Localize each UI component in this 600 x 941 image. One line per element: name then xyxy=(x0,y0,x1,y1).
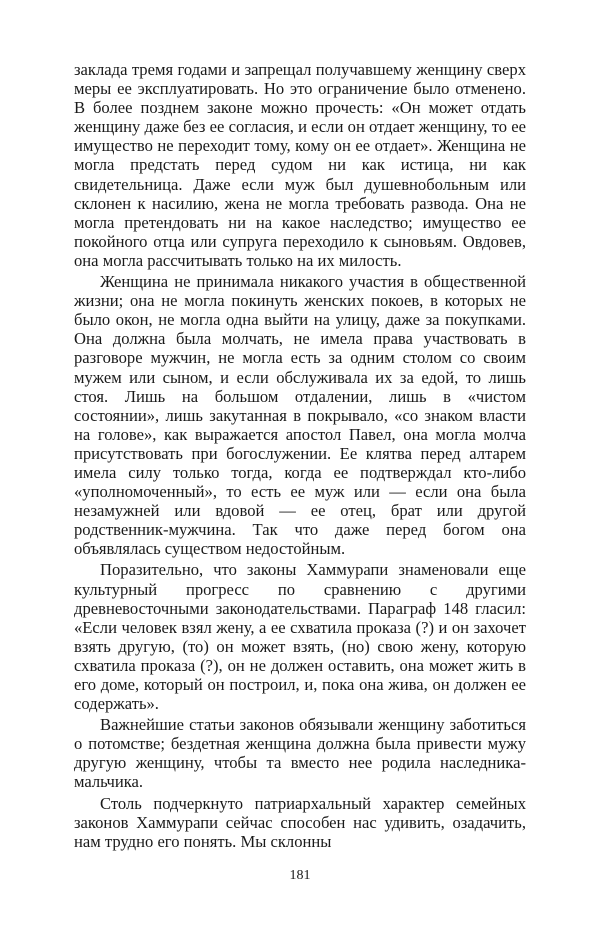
page-number: 181 xyxy=(289,868,311,883)
page-text xyxy=(74,60,526,851)
paragraph-3: Поразительно, что законы Хаммурапи знаменовали еще культурный прогресс по сравнению с другими древневосточными законодательствами. Параграф 148 гласил: «Если человек взял жену, а ее схватила проказа (?) и он захочет взять другую, (то) он может взять, (но) свою жену, которую схватила проказа (?), он не должен оставить, она может жить в его доме, который он построил, и, пока она жива, он должен ее содержать». xyxy=(74,560,526,714)
paragraph-4: Важнейшие статьи законов обязывали женщину заботиться о потомстве; бездетная женщина должна была привести мужу другую женщину, чтобы та вместо нее родила наследника-мальчика. xyxy=(74,715,526,792)
paragraph-2: Женщина не принимала никакого участия в общественной жизни; она не могла покинуть женских покоев, в которых не было окон, не могла одна выйти на улицу, даже за покупками. Она должна была молчать, не имела права участвовать в разговоре мужчин, не могла есть за одним столом со своим мужем или сыном, и если обслуживала их за едой, то лишь стоя. Лишь на большом отдалении, лишь в «чистом состоянии», лишь закутанная в покрывало, «со знаком власти на голове», как выражается апостол Павел, она могла молча присутствовать при богослужении. Ее клятва перед алтарем имела силу только тогда, когда ее подтверждал кто-либо «уполномоченный», то есть ее муж или — если она была незамужней или вдовой — ее отец, брат или другой родственник-мужчина. Так что даже перед богом она объявлялась существом недостойным. xyxy=(74,272,526,559)
paragraph-5: Столь подчеркнуто патриархальный характер семейных законов Хаммурапи сейчас способен нас удивить, озадачить, нам трудно его понять. Мы склонны xyxy=(74,793,526,851)
paragraph-1: заклада тремя годами и запрещал получавшему женщину сверх меры ее эксплуатировать. Но это ограничение было отменено. В более позднем законе можно прочесть: «Он может отдать женщину даже без ее согласия, и если он отдает женщину, то ее имущество не переходит тому, кому он ее отдает». Женщина не могла предстать перед судом ни как истица, ни как свидетельница. Даже если муж был душевнобольным или склонен к насилию, жена не могла требовать развода. Она не могла претендовать ни на какое наследство; имущество ее покойного отца или супруга переходило к сыновьям. Овдовев, она могла рассчитывать только на их милость. xyxy=(74,60,526,270)
